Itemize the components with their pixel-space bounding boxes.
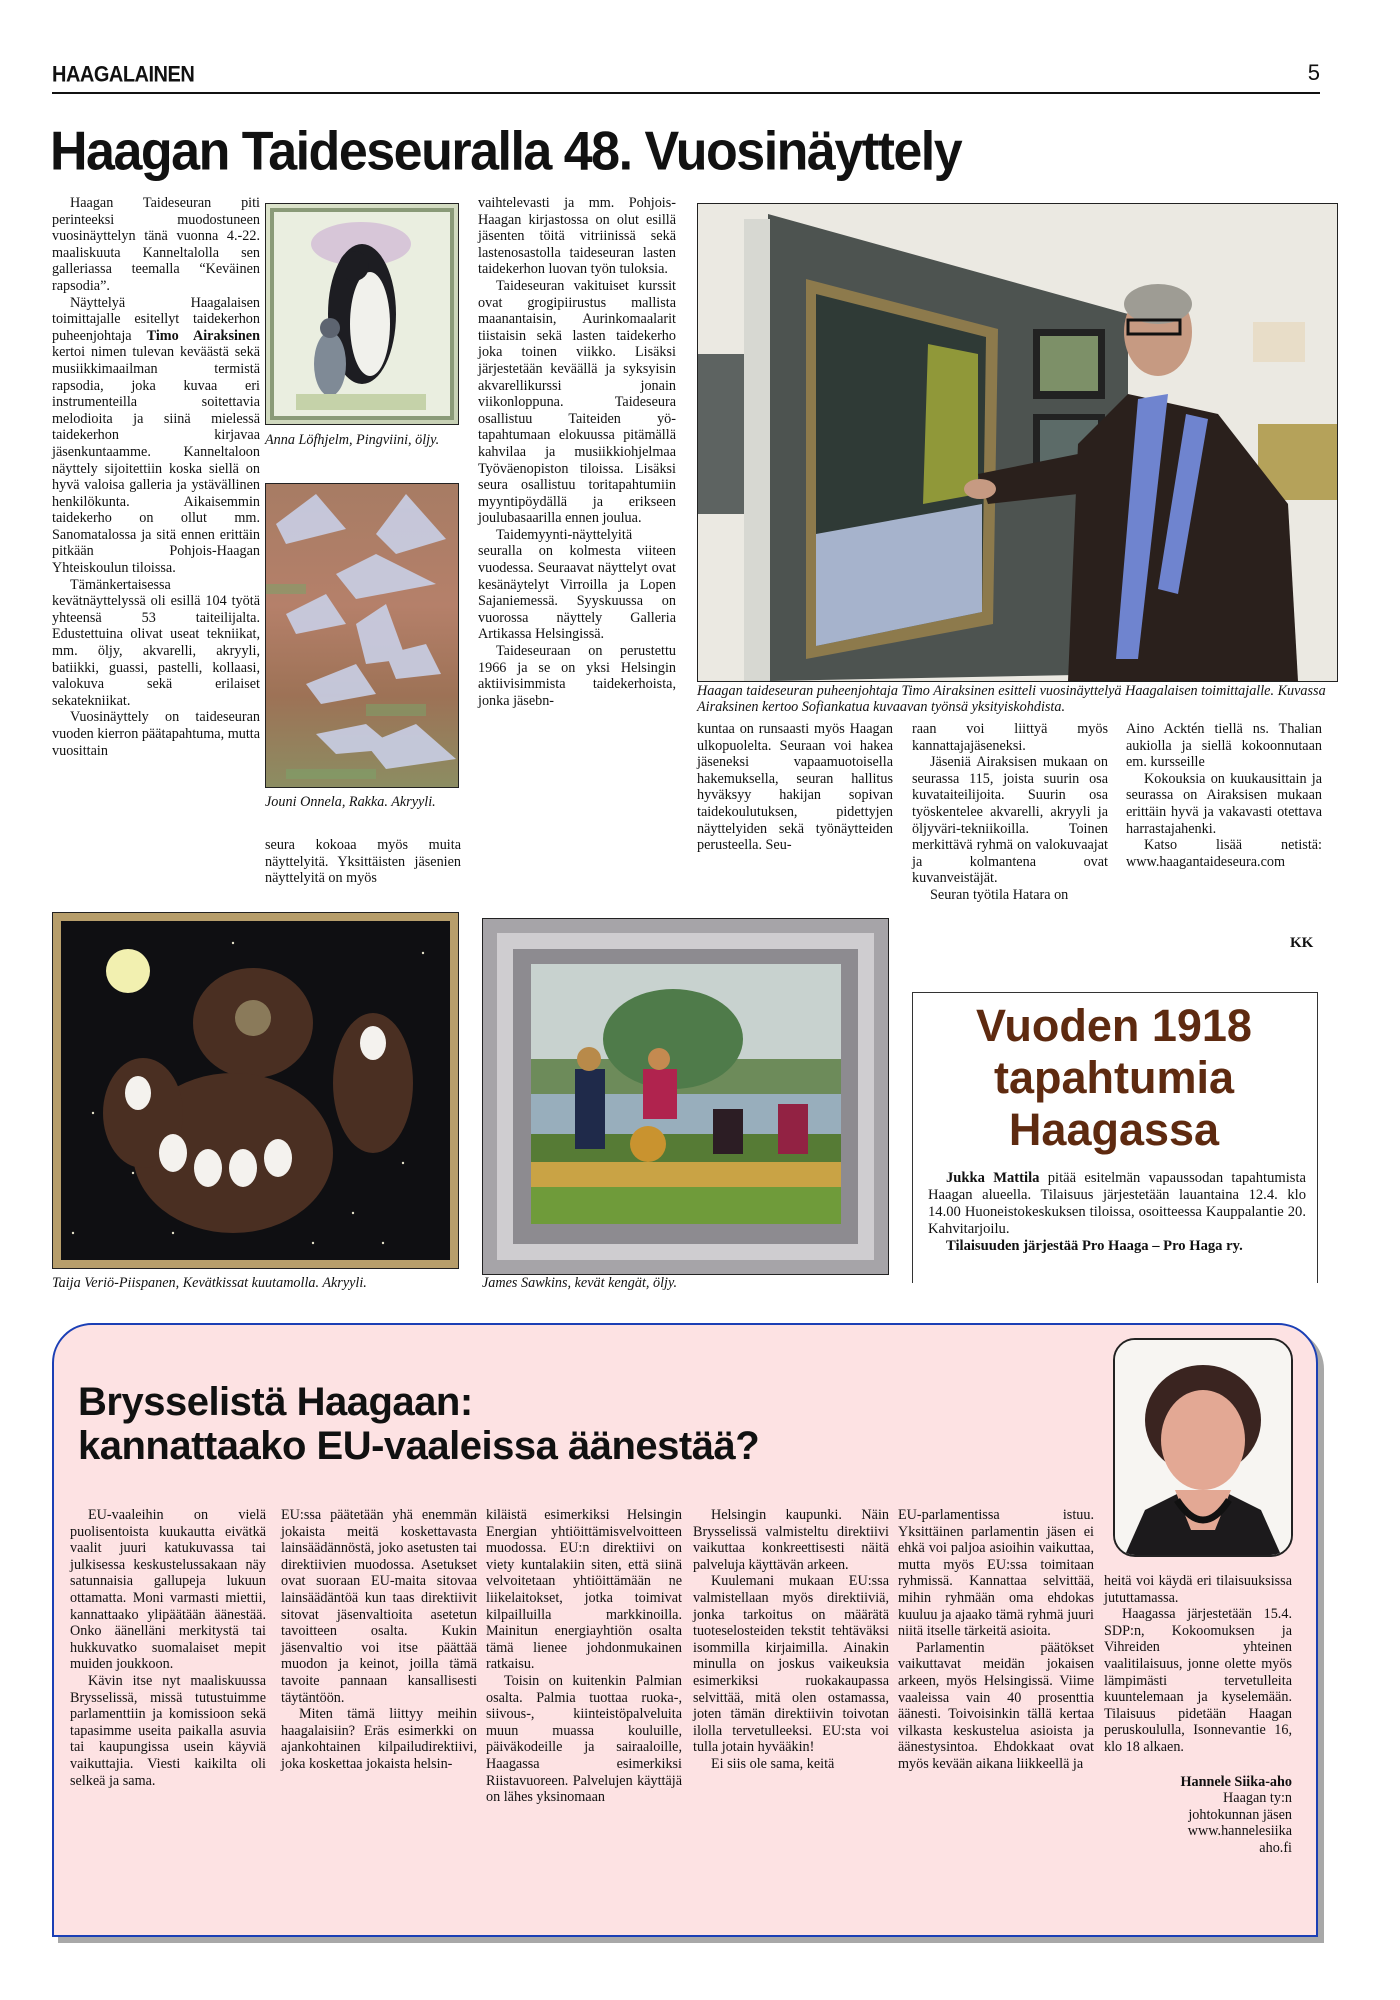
masthead: HAAGALAINEN: [52, 62, 195, 88]
event-box-title: Vuoden 1918 tapahtumia Haagassa: [976, 1000, 1252, 1155]
paragraph: kuntaa on runsaasti myös Haagan ulkopuolelta. Seuraan voi hakea jäseneksi vapaamuotoisella hakemuksella, seuran hallitus hyväksyy hakijan sopivan taidekoulutuksen, pidettyjen näyttelyiden sekä työnäytteiden perusteella. Seu-: [697, 721, 893, 854]
paragraph: Taideseuran vakituiset kurssit ovat grogipiirustus mallista maanantaisin, Aurinkomaalarit tiistaisin sekä lasten taidekerho joka toinen viikko. Lisäksi järjestetään keväällä ja syksyisin akvarellikurssi jonain viikonloppuna. Taideseura osallistuu Taiteiden yö- tapahtumaan elokuussa pitämällä kahvilaa ja musiikkiohjelmaa Työväenopiston tiloissa. Lisäksi seura osallistuu toritapahtumiin myyntipöydällä ja erikseen joulubasaarilla ennen joulua.: [478, 277, 676, 527]
rocks-caption: Jouni Onnela, Rakka. Akryyli.: [265, 794, 436, 810]
author-role: johtokunnan jäsen: [1188, 1806, 1292, 1823]
penguin-painting-image: [265, 203, 459, 425]
article1-column-4: [697, 721, 893, 854]
paragraph: kiläistä esimerkiksi Helsingin Energian yhtiöittämisvelvoitteen muodossa. EU:n direktiivi on viety kuntalakiin siten, että siinä velvoitetaan yhtiöittämään ne liikelaitokset, jotka toimivat kilpailluilla markkinoilla. Mainitun energiayhtiön osalta tämä lienee johdonmukainen ratkaisu.: [486, 1507, 682, 1673]
eu-column-4: [693, 1507, 889, 1773]
penguin-caption: Anna Löfhjelm, Pingviini, öljy.: [265, 432, 440, 448]
paragraph: heitä voi käydä eri tilaisuuksissa jututtamassa.: [1104, 1573, 1292, 1606]
paragraph: Jäseniä Airaksisen mukaan on seurassa 115, joista suurin osa kuvataiteilijoita. Suurin osa työskentelee akvarelli, akryyli ja öljyväri-tekniikoilla. Toinen merkittävä ryhmä on valokuvaajat ja kolmantena ovat kuvanveistäjät.: [912, 754, 1108, 887]
header-rule: [52, 92, 1320, 94]
eu-column-1: [70, 1507, 266, 1789]
author-website[interactable]: aho.fi: [1259, 1839, 1292, 1856]
paragraph: Seuran työtila Hatara on: [930, 886, 1069, 903]
paragraph: Haagassa järjestetään 15.4. SDP:n, Kokoomuksen ja Vihreiden yhteinen vaalitilaisuus, jonne olette myös lämpimästi tervetulleita kuuntelemaan ja kyselemään. Tilaisuus pidetään Haagan peruskoululla, Isonnevantie 16, klo 18 alkaen.: [1104, 1606, 1292, 1755]
eu-column-6: [1104, 1573, 1292, 1857]
rocks-painting-image: [265, 483, 459, 788]
author-signature: [1104, 1774, 1292, 1857]
eu-article-headline: Brysselistä Haagaan: kannattaako EU-vaaleissa äänestää?: [78, 1380, 760, 1468]
author-website[interactable]: www.hannelesiika: [1187, 1823, 1292, 1840]
paragraph: Parlamentin päätökset vaikuttavat meidän jokaisen arkeen, myös Helsingissä. Viime vaaleissa vain 40 prosenttia äänesti. Toivoisinkin tällä kertaa vilkasta keskustelua asioista ja äänestysintoa. Ehdokkaat ovat myös kevään aikana liikkeellä ja: [898, 1639, 1094, 1772]
paragraph: raan voi liittyä myös kannattajajäseneksi.: [912, 721, 1108, 754]
paragraph: EU-parlamentissa istuu. Yksittäinen parlamentin jäsen ei ehkä voi paljoa asioihin vaikuttaa, mutta myös EU:ssa toimitaan ryhmissä. Kannattaa selvittää, mihin ryhmään oma ehdokas kuuluu ja ajaako tämä ryhmä juuri niitä itselle tärkeitä asioita.: [898, 1507, 1094, 1640]
article-byline: KK: [1290, 935, 1314, 951]
paragraph: Taidemyynti-näyttelyitä seuralla on kolmesta viiteen vuodessa. Seuraavat näyttelyt ovat kesänäytelyt Virroilla ja Lopen Sajaniemessä. Syyskuussa on vuorossa näyttely Galleria Artikassa Helsingissä.: [478, 526, 676, 643]
organizer-line: Tilaisuuden järjestää Pro Haaga – Pro Haga ry.: [946, 1238, 1243, 1254]
paragraph: EU-vaaleihin on vielä puolisentoista kuukautta eivätkä vaalit juuri katukuvassa tai julkisessa keskustelussakaan näy satunnaisia gallupeja lukuun ottamatta. Moni varmasti miettii, kannattaako ylipäätään äänestää. Onko äänelläni merkitystä tai hukkuvatko suomalaiset mepit muiden joukkoon.: [70, 1507, 266, 1673]
cats-caption: Taija Veriö-Piispanen, Kevätkissat kuutamolla. Akryyli.: [52, 1275, 367, 1291]
paragraph: Helsingin kaupunki. Näin Brysselissä valmisteltu direktiivi vaikuttaa konkreettisesti näitä palveluja käyttävän arkeen.: [693, 1507, 889, 1573]
paragraph: Miten tämä liittyy meihin haagalaisiin? Eräs esimerkki on ajankohtainen kilpailudirektiivi, joka koskettaa jokaista helsin-: [281, 1706, 477, 1772]
paragraph: vaihtelevasti ja mm. Pohjois-Haagan kirjastossa on olut esillä jäsenten töitä vitriinissä sekä lastenosastolla taideseuran lasten taidekerhon luovan työn tuloksia.: [478, 195, 676, 278]
author-portrait: [1113, 1338, 1293, 1557]
author-role: Haagan ty:n: [1223, 1790, 1292, 1807]
cats-painting-image: [52, 912, 459, 1269]
paragraph: Haagan Taideseuran piti perinteeksi muodostuneen vuosinäyttelyn tänä vuonna 4.-22. maaliskuuta Kanneltalolla sen galleriassa teemalla “Keväinen rapsodia”.: [52, 195, 260, 294]
paragraph: Jukka Mattila pitää esitelmän vapaussodan tapahtumista Haagan alueella. Tilaisuus järjestetään lauantaina 12.4. klo 14.00 Huoneistokeskuksen tiloissa, osoitteessa Kauppalantie 20. Kahvitarjoilu.: [928, 1170, 1306, 1237]
paragraph: Ei siis ole sama, keitä: [711, 1755, 835, 1772]
article1-column-2: [265, 837, 461, 887]
event-box-body: [928, 1170, 1306, 1255]
paragraph: Tämänkertaisessa kevätnäyttelyssä oli esillä 104 työtä yhteensä 53 taiteilijalta. Edustettuina olivat useat tekniikat, mm. öljy, akvarelli, akryyli, batiikki, guassi, pastelli, kollaasi, valokuva sekä erilaiset sekatekniikat.: [52, 576, 260, 709]
paragraph: Toisin on kuitenkin Palmian osalta. Palmia tuottaa ruoka-, siivous-, kiinteistöpalveluita muun muassa kouluille, päiväkodeille ja sairaaloille, Haagassa esimerkiksi Riistavuoreen. Palvelujen käyttäjä on lähes yksinomaan: [486, 1672, 682, 1806]
page-number: 5: [1307, 60, 1320, 85]
paragraph: Kävin itse nyt maaliskuussa Brysselissä, missä tutustuimme parlamenttiin ja komissioon sekä tapasimme useita paikalla asuvia tai kaupungissa usein käyviä vaikuttajia. Viesti kaikilta oli selkeä ja sama.: [70, 1672, 266, 1789]
person-name: Timo Airaksinen: [146, 327, 260, 344]
article-headline: Haagan Taideseuralla 48. Vuosinäyttely: [50, 121, 962, 182]
paragraph: EU:ssa päätetään yhä enemmän jokaista meitä koskettavasta lainsäädännöstä, joko asetusten tai direktiivien muodossa. Asetukset ovat suoraan EU-maita sitovaa lainsäädäntöä kun taas direktiivit sitovat jäsenvaltioita asetetun tavoitteen osalta. Kukin jäsenvaltio voi itse päättää muodon ja keinot, joilla tämä tavoite pannaan kansallisesti täytäntöön.: [281, 1507, 477, 1706]
author-name: Hannele Siika-aho: [1180, 1773, 1292, 1790]
paragraph: seura kokoaa myös muita näyttelyitä. Yksittäisten jäsenien näyttelyitä on myös: [265, 837, 461, 887]
article1-column-6: [1126, 721, 1322, 870]
rabbits-painting-image: [482, 918, 889, 1275]
paragraph: Katso lisää netistä: www.haagantaideseura.com: [1126, 837, 1322, 870]
main-photo-caption: Haagan taideseuran puheenjohtaja Timo Airaksinen esitteli vuosinäyttelyä Haagalaisen toimittajalle. Kuvassa Airaksinen kertoo Sofiankatua kuvaavan työnsä yksityiskohdista.: [697, 683, 1326, 715]
paragraph: Kuulemani mukaan EU:ssa valmistellaan myös direktiiviä, jonka tarkoitus on määrätä tuoteselosteiden tekstit tehtäväksi isommilla kirjaimilla. Ainakin minulla on joskus vaikeuksia esimerkiksi ruokakaupassa selvittää, mitä olen ostamassa, joten tämän direktiivin toivotan ilolla tervetulleeksi. EU:sta voi tulla jotain hyvääkin!: [693, 1573, 889, 1756]
paragraph: Näyttelyä Haagalaisen toimittajalle esitellyt taidekerhon puheenjohtaja Timo Airaksinen kertoi nimen tulevan keväästä sekä musiikkimaailman termistä rapsodia, joka kuvaa eri instrumenteilla soitettavia melodioita ja siinä mielessä taidekerhon kirjavaa jäsenkuntaamme. Kanneltaloon näyttely sijoitettiin koska siellä on hyvä valoisa galleria ja ystävällinen henkilökunta. Aikaisemmin taidekerho on ollut mm. Sanomatalossa ja sitä ennen erittäin pitkään Pohjois-Haagan Yhteiskoulun tiloissa.: [52, 294, 260, 577]
article1-column-3: [478, 195, 676, 709]
paragraph: Vuosinäyttely on taideseuran vuoden kierron päätapahtuma, mutta vuosittain: [52, 709, 261, 759]
eu-column-3: [486, 1507, 682, 1806]
eu-column-2: [281, 1507, 477, 1773]
paragraph: Taideseuraan on perustettu 1966 ja se on yksi Helsingin aktiivisimmista taidekerhoista, jonka jäsebn-: [478, 643, 676, 709]
paragraph: Kokouksia on kuukausittain ja seurassa on Airaksisen mukaan erittäin hyvä ja vakavasti otettava harrastajahenki.: [1126, 770, 1322, 837]
speaker-name: Jukka Mattila: [946, 1170, 1040, 1186]
article1-column-5: [912, 721, 1108, 904]
eu-column-5: [898, 1507, 1094, 1773]
paragraph: Aino Acktén tiellä ns. Thalian aukiolla ja siellä kokoonnutaan em. kursseille: [1126, 721, 1322, 771]
rabbits-caption: James Sawkins, kevät kengät, öljy.: [482, 1275, 678, 1291]
article1-column-1: [52, 195, 260, 759]
chairman-photo: [697, 203, 1338, 682]
